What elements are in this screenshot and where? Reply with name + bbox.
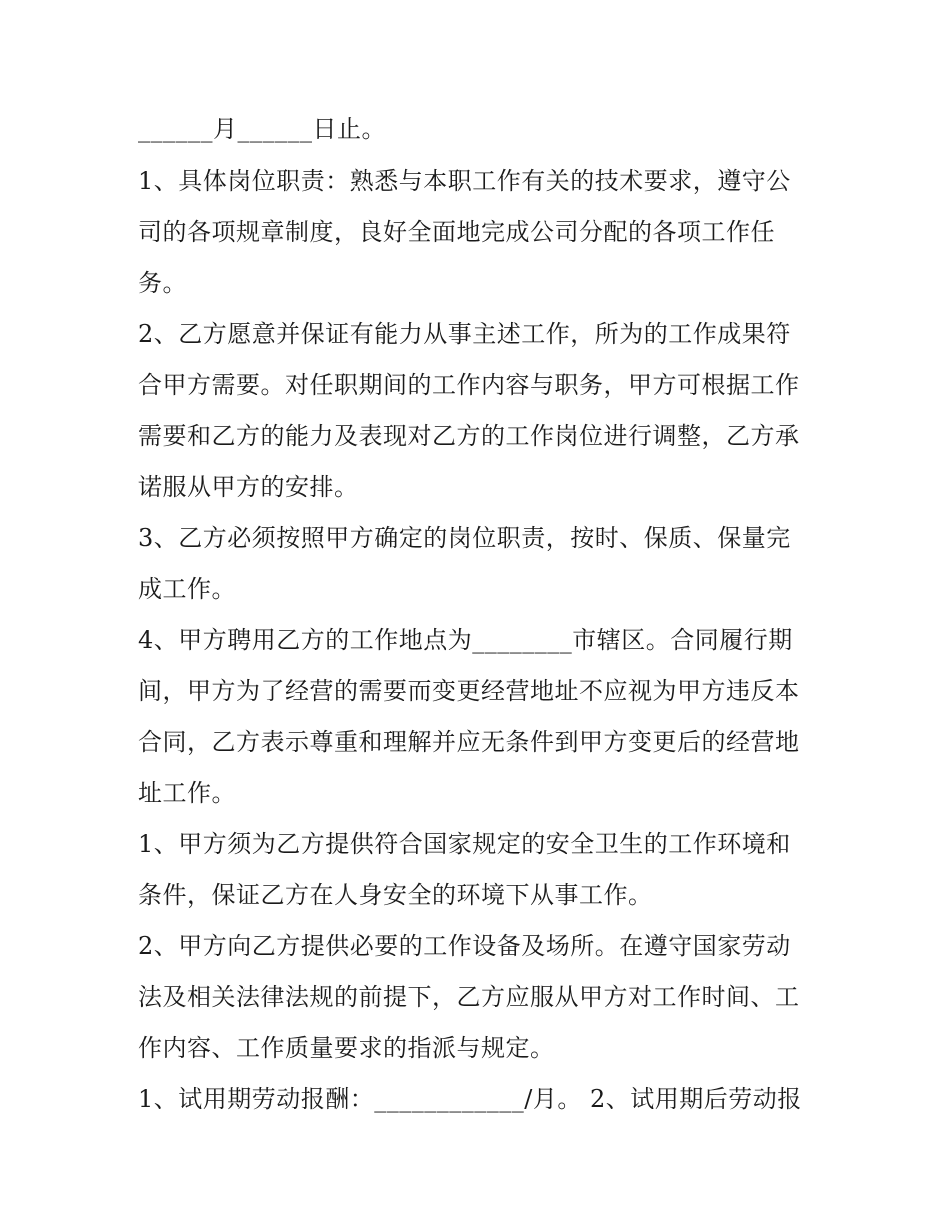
text-line: 作内容、工作质量要求的指派与规定。 [138,1034,555,1062]
text-line: ______月______日止。 [138,115,386,143]
text-line: 合甲方需要。对任职期间的工作内容与职务，甲方可根据工作 [138,371,800,399]
text-line: 条件，保证乙方在人身安全的环境下从事工作。 [138,881,653,909]
text-line: 2、甲方向乙方提供必要的工作设备及场所。在遵守国家劳动 [138,932,791,960]
text-line: 成工作。 [138,575,236,603]
text-line: 4、甲方聘用乙方的工作地点为________市辖区。合同履行期 [138,626,793,654]
text-line: 司的各项规章制度，良好全面地完成公司分配的各项工作任 [138,218,775,246]
text-line: 法及相关法律法规的前提下，乙方应服从甲方对工作时间、工 [138,983,800,1011]
text-line: 1、具体岗位职责：熟悉与本职工作有关的技术要求，遵守公 [138,167,791,195]
text-line: 1、甲方须为乙方提供符合国家规定的安全卫生的工作环境和 [138,830,791,858]
text-line: 址工作。 [138,779,236,807]
text-line: 2、乙方愿意并保证有能力从事主述工作，所为的工作成果符 [138,320,791,348]
text-line: 诺服从甲方的安排。 [138,473,359,501]
text-line: 合同，乙方表示尊重和理解并应无条件到甲方变更后的经营地 [138,728,800,756]
text-line: 3、乙方必须按照甲方确定的岗位职责，按时、保质、保量完 [138,524,791,552]
text-line: 务。 [138,269,187,297]
text-line: 间，甲方为了经营的需要而变更经营地址不应视为甲方违反本 [138,677,800,705]
text-line: 需要和乙方的能力及表现对乙方的工作岗位进行调整，乙方承 [138,422,800,450]
text-line: 1、试用期劳动报酬：____________/月。 2、试用期后劳动报 [138,1085,802,1113]
